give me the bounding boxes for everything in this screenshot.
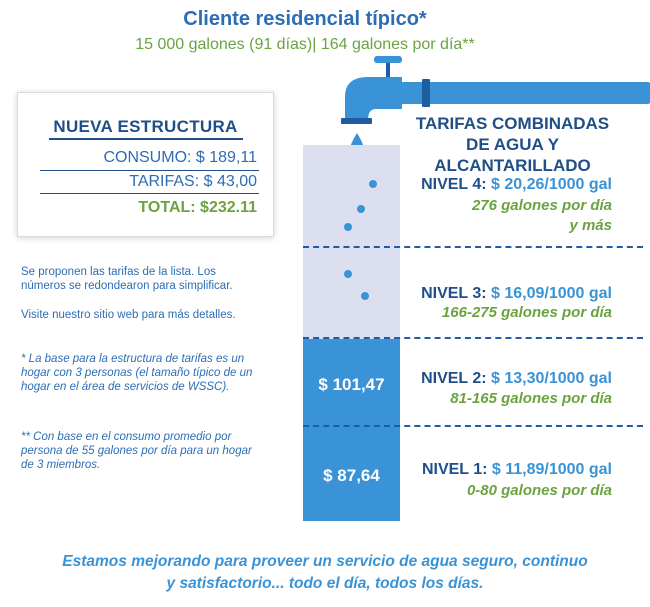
amount-level-1: $ 87,64 [323,466,380,485]
page-title: Cliente residencial típico* [183,8,427,30]
note-footnote-1: * La base para la estructura de tarifas es un hogar con 3 personas (el tamaño típico de un hogar en el área de servicios de WSSC). [21,353,253,393]
tier-price: $ 16,09/1000 gal [491,285,612,302]
tier-4-rate [421,176,612,194]
water-droplet [344,270,352,278]
note-rates: Se proponen las tarifas de la lista. Los números se redondearon para simplificar. [21,266,233,292]
summary-tarifas: TARIFAS: $ 43,00 [129,173,257,190]
pipe-joint [422,79,430,107]
note-footnote-2: ** Con base en el consumo promedio por persona de 55 galones por día para un hogar de 3 miembros. [21,431,252,471]
tier-1-rate [422,461,612,479]
tier-label: NIVEL 1: [421,461,488,478]
level-separator [303,425,643,427]
level-separator [303,246,643,248]
summary-title: NUEVA ESTRUCTURA [18,117,273,137]
water-droplet [369,180,377,188]
summary-divider [40,193,259,194]
summary-divider [40,170,259,171]
tariffs-title-line: DE AGUA Y [466,135,559,154]
level-separator [303,337,643,339]
tube-upper [303,145,400,341]
tier-3-rate [421,285,612,303]
summary-box [17,92,274,237]
tier-price: $ 20,26/1000 gal [491,176,612,193]
footer-line: Estamos mejorando para proveer un servicio de agua seguro, continuo [62,553,588,570]
tier-label: NIVEL 2: [421,370,487,387]
footer-message [0,551,650,595]
summary-consumo: CONSUMO: $ 189,11 [103,149,257,166]
water-droplet [361,292,369,300]
tariffs-title-line: TARIFAS COMBINADAS [415,114,610,133]
tier-price: $ 13,30/1000 gal [491,370,612,387]
faucet-handle [374,56,402,63]
water-pipe [395,82,650,104]
summary-total: TOTAL: $232.11 [138,199,257,216]
note-website: Visite nuestro sitio web para más detalles. [21,309,236,321]
tier-4-range-extra: y más [569,217,612,234]
footer-line: y satisfactorio... todo el día, todos los días. [166,575,484,592]
faucet-body [345,77,402,120]
water-droplet [344,223,352,231]
tariffs-title-line: ALCANTARILLADO [434,156,591,175]
tier-4-range: 276 galones por día [471,197,612,214]
tier-label: NIVEL 4: [421,176,487,193]
water-droplet [357,205,365,213]
tariffs-title [395,113,630,176]
amount-level-2: $ 101,47 [318,375,385,394]
tier-2-rate [421,370,612,388]
faucet-spout-tip [341,118,372,124]
faucet-handle-stem [386,61,390,79]
page-subtitle: 15 000 galones (91 días)| 164 galones por día** [135,36,475,53]
tier-label: NIVEL 3: [421,285,487,302]
tier-1-range: 0-80 galones por día [466,482,612,499]
tier-3-range: 166-275 galones por día [441,304,612,321]
tier-2-range: 81-165 galones por día [450,390,612,407]
tier-price: $ 11,89/1000 gal [491,461,612,478]
